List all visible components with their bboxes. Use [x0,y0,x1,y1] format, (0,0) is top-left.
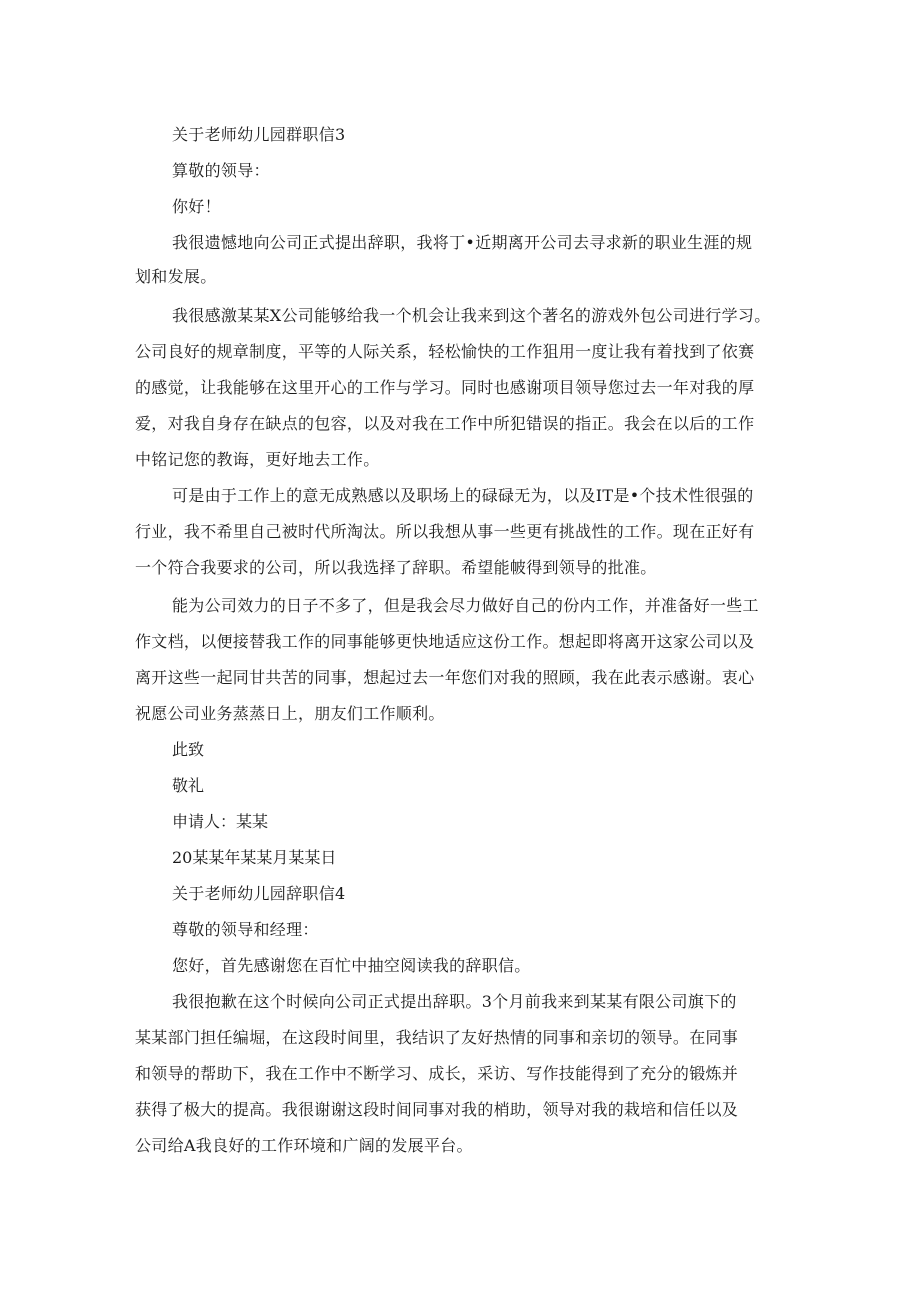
letter3-greeting: 你好！ [172,197,221,216]
letter3-title: 关于老师幼儿园群职信3 [172,125,346,144]
letter3-p2-line: 我很感激某某X公司能够给我一个机会让我来到这个著名的游戏外包公司进行学习。 [172,306,771,325]
letter3-closing-jingli: 敬礼 [172,776,205,795]
letter3-p4-line: 能为公司效力的日子不多了，但是我会尽力做好自己的份内工作，并准备好一些工 [172,596,759,615]
letter4-greeting: 您好，首先感谢您在百忙中抽空阅读我的辞职信。 [172,956,531,975]
letter3-p3-line: 行业，我不希里自己被时代所淘汰。所以我想从事一些更有挑战性的工作。现在正好有 [135,522,755,541]
letter4-p1-line: 我很抱歉在这个时候向公司正式提出辞职。3个月前我来到某某有限公司旗下的 [172,992,737,1011]
letter3-p2-line: 爱，对我自身存在缺点的包容，以及对我在工作中所犯错误的指正。我会在以后的工作 [135,414,755,433]
letter3-applicant: 申请人：某某 [172,812,269,831]
letter4-p1-line: 公司给A我良好的工作环境和广阔的发展平台。 [135,1136,473,1155]
letter3-p3-line: 一个符合我要求的公司，所以我选择了辞职。希望能帔得到领导的批准。 [135,558,657,577]
letter3-p2-line: 公司良好的规章制度，平等的人际关系，轻松愉快的工作狙用一度让我有着找到了依赛 [135,342,755,361]
letter4-salutation: 尊敬的领导和经理： [172,920,319,939]
letter3-p2-line: 中铭记您的教诲，更好地去工作。 [135,450,380,469]
letter4-p1-line: 和领导的帮助下，我在工作中不断学习、成长，采访、写作技能得到了充分的锻炼并 [135,1064,739,1083]
letter3-p1-line: 划和发展。 [135,267,217,286]
letter4-p1-line: 某某部门担任编堀，在这段时间里，我结识了友好热情的同事和亲切的领导。在同事 [135,1028,739,1047]
letter3-p1-line: 我很遗憾地向公司正式提出辞职，我将丁•近期离开公司去寻求新的职业生涯的规 [172,233,753,252]
letter3-date: 20某某年某某月某某日 [172,848,337,867]
letter3-salutation: 算敬的领导： [172,161,270,180]
letter3-closing-cizhi: 此致 [172,740,205,759]
letter3-p4-line: 祝愿公司业务蒸蒸日上，朋友们工作顺利。 [135,704,445,723]
letter3-p3-line: 可是由于工作上的意无成熟感以及职场上的碌碌无为，以及IT是•个技术性很强的 [172,486,754,505]
letter3-p4-line: 作文档，以便接替我工作的同事能够更快地适应这份工作。想起即将离开这家公司以及 [135,632,755,651]
letter4-title: 关于老师幼儿园辞职信4 [172,884,346,903]
letter3-p4-line: 离开这些一起同甘共苦的同事，想起过去一年您们对我的照顾，我在此表示感谢。衷心 [135,668,755,687]
letter4-p1-line: 获得了极大的提高。我很谢谢这段时间同事对我的梢助，领导对我的栽培和信任以及 [135,1100,739,1119]
letter3-p2-line: 的感觉，让我能够在这里开心的工作与学习。同时也感谢项目领导您过去一年对我的厚 [135,378,755,397]
